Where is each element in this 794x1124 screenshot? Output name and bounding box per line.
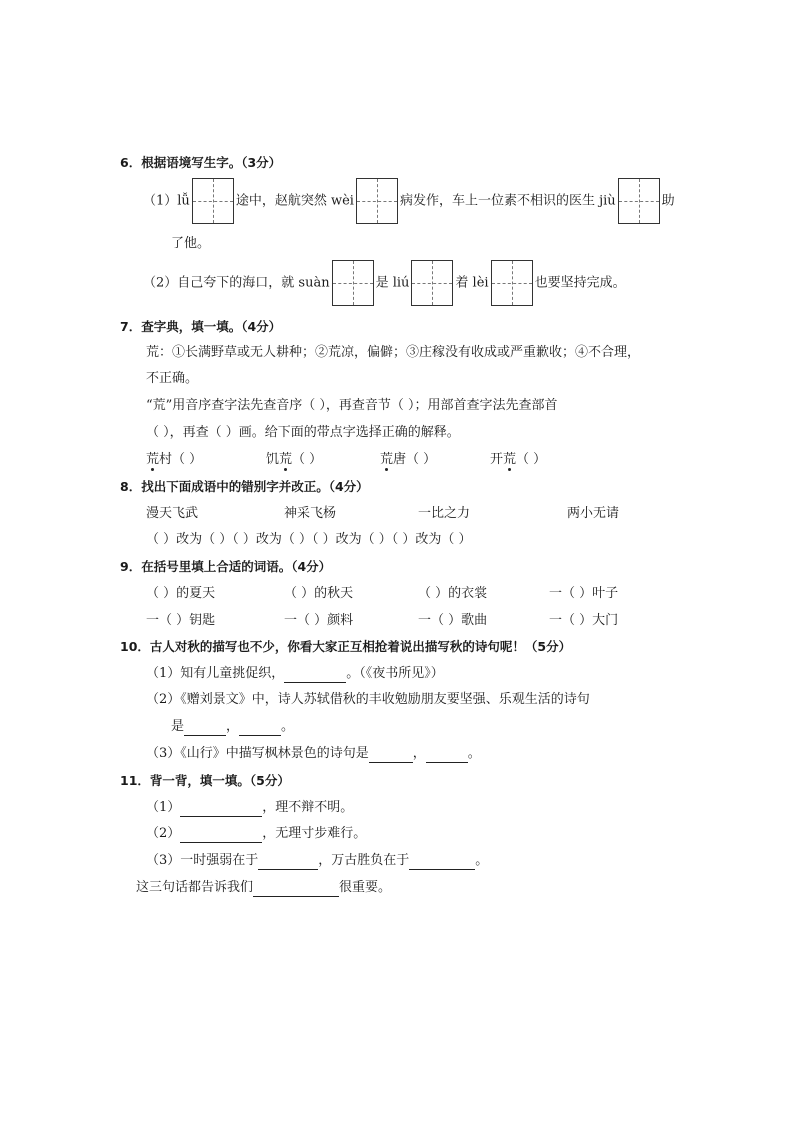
char-box-jiu[interactable]	[618, 178, 660, 224]
q11-line3: （3）一时强弱在于 ，万古胜负在于 。	[146, 853, 489, 868]
dotted-char: 荒	[146, 452, 160, 467]
char-box-lei[interactable]	[491, 260, 533, 306]
q6-l2-p3: 着 lèi	[455, 275, 489, 291]
q9-item: 一（ ）大门	[549, 613, 619, 628]
q7-word-2: 饥荒（ ）	[266, 452, 323, 467]
q9-item: 一（ ）叶子	[549, 586, 619, 601]
answer-blank[interactable]	[258, 855, 318, 870]
q8-title: 8．找出下面成语中的错别字并改正。（4分）	[120, 479, 369, 494]
q11-title: 11．背一背，填一填。（5分）	[120, 773, 290, 788]
q6-l1-p2: 途中，赵航突然 wèi	[235, 193, 354, 209]
q7-word-4: 开荒（ ）	[490, 452, 547, 467]
q6-title: 6．根据语境写生字。（3分）	[120, 155, 282, 170]
q10-line2: （2）《赠刘景文》中，诗人苏轼借秋的丰收勉励朋友要坚强、乐观生活的诗句	[146, 692, 590, 707]
char-box-wei[interactable]	[356, 178, 398, 224]
q9-title: 9．在括号里填上合适的词语。（4分）	[120, 559, 332, 574]
answer-blank[interactable]	[426, 748, 468, 763]
char-box-liu[interactable]	[411, 260, 453, 306]
idiom: 两小无请	[567, 506, 620, 521]
answer-blank[interactable]	[180, 828, 262, 843]
q11-line1: （1） ，理不辩不明。	[146, 800, 354, 815]
q9-item: 一（ ）歌曲	[418, 613, 488, 628]
q6-l2-p2: 是 liú	[375, 275, 410, 291]
q8-idioms	[146, 505, 746, 523]
answer-blank[interactable]	[409, 855, 475, 870]
q6-line2	[143, 260, 626, 307]
q9-item: 一（ ）颜料	[284, 613, 354, 628]
dotted-char: 荒	[380, 452, 394, 467]
q7-def1: 荒：①长满野草或无人耕种；②荒凉，偏僻；③庄稼没有收成或严重歉收；④不合理，	[146, 345, 641, 360]
q7-title: 7．查字典，填一填。（4分）	[120, 319, 282, 334]
q10-title: 10．古人对秋的描写也不少，你看大家正互相抢着说出描写秋的诗句呢！（5分）	[120, 639, 572, 654]
answer-blank[interactable]	[253, 882, 339, 897]
q9-row1	[146, 585, 686, 603]
q7-question1: “荒”用音序查字法先查音序（ ），再查音节（ ）；用部首查字法先查部首	[146, 398, 558, 413]
q7-word-3: 荒唐（ ）	[380, 452, 437, 467]
char-box-lv[interactable]	[192, 178, 234, 224]
idiom: 漫天飞武	[146, 506, 199, 521]
char-box-suan[interactable]	[332, 260, 374, 306]
q6-l1-p3: 病发作，车上一位素不相识的医生 jiù	[399, 193, 616, 209]
answer-blank[interactable]	[369, 748, 413, 763]
q11-line2: （2） ，无理寸步难行。	[146, 826, 367, 841]
q6-l2-p4: 也要坚持完成。	[534, 275, 626, 291]
dotted-char: 荒	[279, 452, 293, 467]
q6-line1	[143, 178, 675, 225]
q6-line1b: 了他。	[171, 236, 211, 251]
q9-item: （ ）的夏天	[146, 586, 216, 601]
q9-item: （ ）的秋天	[284, 586, 354, 601]
q8-fix-line: （ ）改为（ ）（ ）改为（ ）（ ）改为（ ）（ ）改为（ ）	[146, 532, 472, 547]
answer-blank[interactable]	[180, 802, 262, 817]
q7-word-1: 荒村（ ）	[146, 452, 203, 467]
answer-blank[interactable]	[284, 668, 346, 683]
idiom: 神采飞杨	[284, 506, 337, 521]
q6-l1-p1: （1）lǚ	[143, 193, 190, 209]
q9-item: 一（ ）钥匙	[146, 613, 216, 628]
q6-l1-p4: 助	[661, 193, 675, 209]
q6-l2-p1: （2）自己夸下的海口，就 suàn	[143, 275, 330, 291]
answer-blank[interactable]	[184, 721, 226, 736]
q7-def2: 不正确。	[146, 371, 199, 386]
q7-question2: （ ），再查（ ）画。给下面的带点字选择正确的解释。	[146, 425, 460, 440]
idiom: 一比之力	[418, 506, 471, 521]
q9-item: （ ）的衣裳	[418, 586, 488, 601]
q10-line4: （3）《山行》中描写枫林景色的诗句是 ， 。	[146, 746, 481, 761]
q10-line3: 是 ， 。	[171, 719, 295, 734]
answer-blank[interactable]	[239, 721, 281, 736]
q10-line1: （1）知有儿童挑促织， 。（《夜书所见》）	[146, 666, 444, 681]
q9-row2	[146, 612, 686, 630]
q11-line4: 这三句话都告诉我们 很重要。	[136, 880, 392, 895]
dotted-char: 荒	[503, 452, 517, 467]
